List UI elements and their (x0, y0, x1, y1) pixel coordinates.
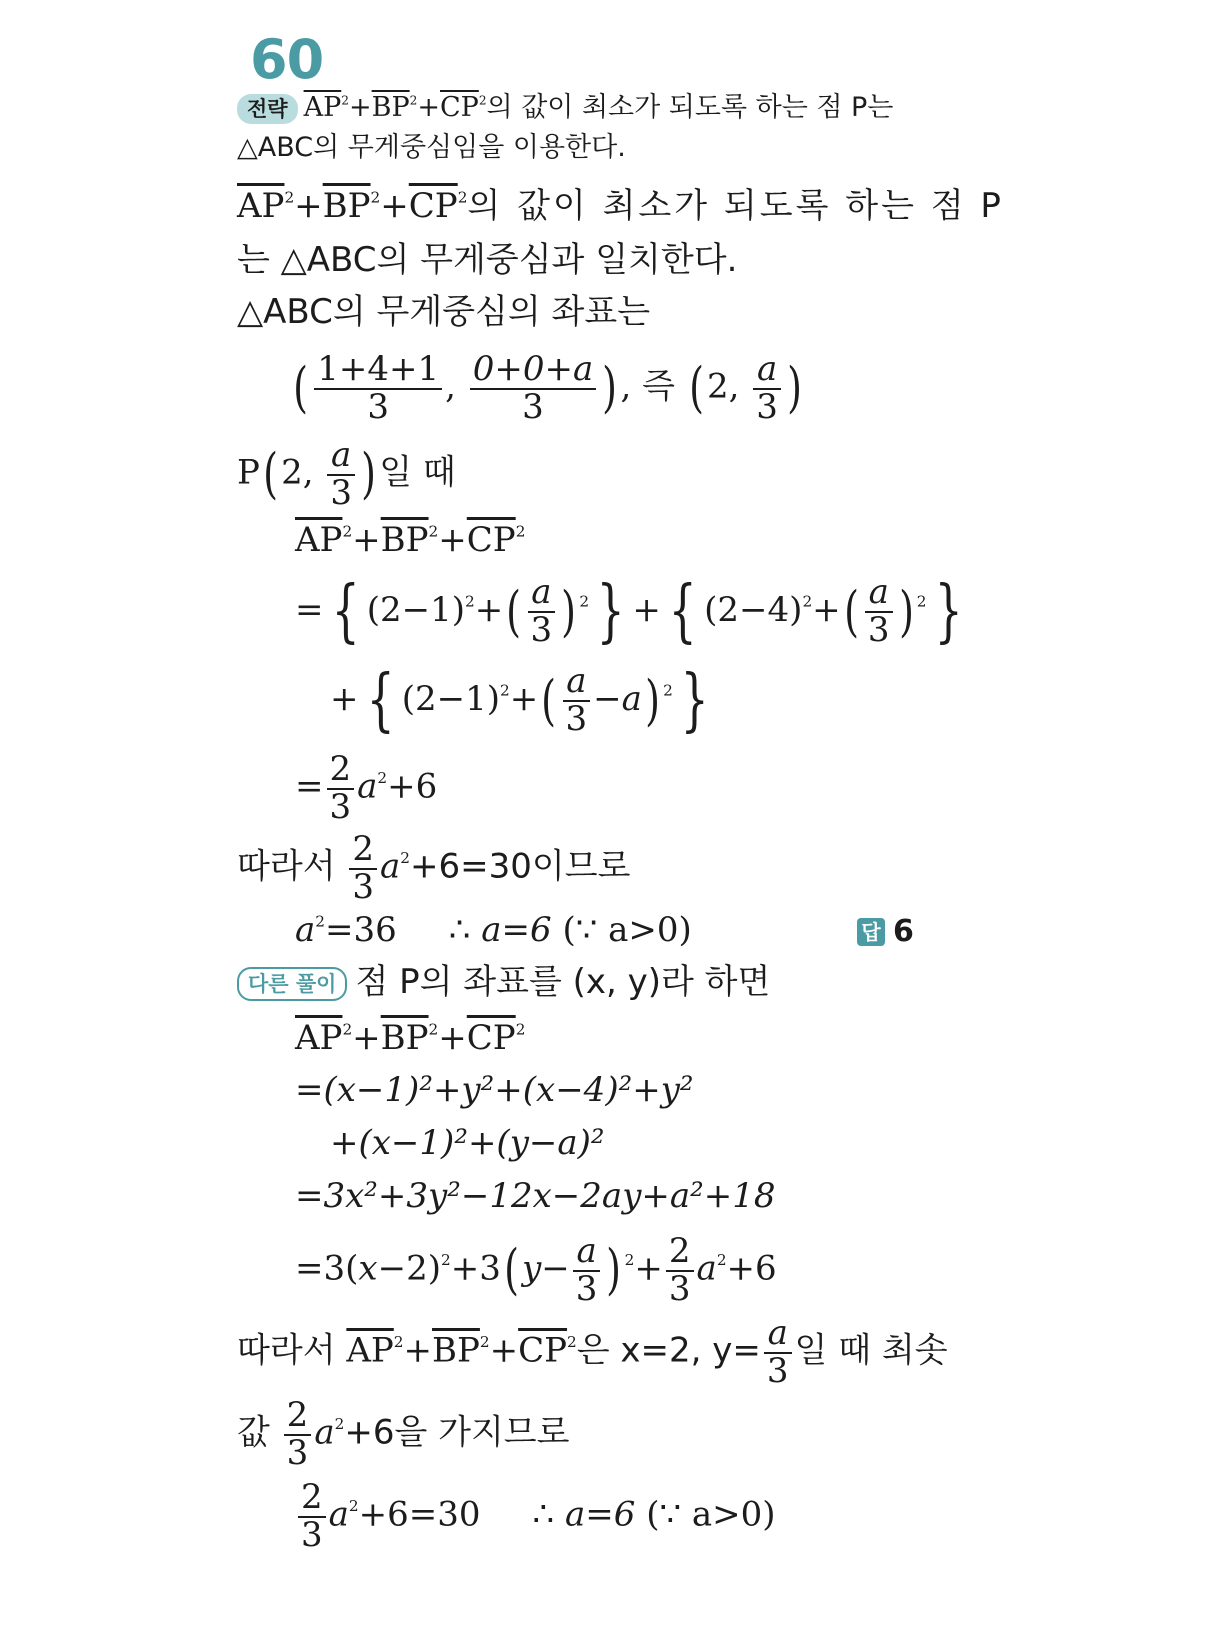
strategy-badge: 전략 (237, 94, 298, 124)
body-line-3: △ABC의 무게중심의 좌표는 (237, 292, 651, 332)
alt-expansion-1: =(x−1)²+y²+(x−4)²+y² (295, 1070, 694, 1110)
expansion-line-2: + { $(2-1)^2+$( $\frac{a}{3}$ −a) $^2$ } (330, 661, 709, 740)
solve-line: $a^2=36$ ∴ a=6 (∵ a>0) (295, 910, 692, 950)
expansion-line-1: = { $(2-1)^2+$( $\frac{a}{3}$ ) $^2$ } + { $(2-4)^2+$( $\frac{a}{3}$ ) $^2$ } (295, 572, 963, 651)
result-line: = $\frac{2}{3}$ $a^2+6$ (295, 749, 438, 827)
point-p-line: P(2, $\frac{a}{3}$ )일 때 (237, 435, 456, 513)
centroid-expression: ( $\frac{1+4+1}{3}$ , $\frac{0+0+a}{3}$ ), 즉 (2, $\frac{a}{3}$ ) (293, 349, 802, 427)
answer-value: 6 (893, 914, 914, 949)
alt-final-line: $\frac{2}{3}$ $a^2+6=30$ ∴ a=6 (∵ a>0) (295, 1480, 776, 1553)
strategy-line-2: △ABC의 무게중심임을 이용한다. (237, 132, 626, 163)
alt-expansion-2: +(x−1)²+(y−a)² (330, 1123, 605, 1163)
alt-complete-square: $=3(x-2)^2+3(y-$ $\frac{a}{3}$ ) $^2$+ $\frac{2}{3}$ $a^2+6$ (295, 1231, 777, 1309)
alt-min-value-line: 값 $\frac{2}{3}$ $a^2+6$을 가지므로 (237, 1395, 570, 1473)
sum-expression-2: $\overline{AP}^2+\overline{BP}^2+\overline{CP}^2$ (295, 1018, 526, 1058)
therefore-line: 따라서 $\frac{2}{3}$ $a^2+6=30$이므로 (237, 829, 631, 907)
answer-badge: 답 (857, 918, 885, 946)
sum-expression-1: $\overline{AP}^2+\overline{BP}^2+\overline{CP}^2$ (295, 520, 526, 560)
strategy-text-1: 의 값이 최소가 되도록 하는 점 P는 (486, 92, 894, 123)
alt-conclusion-line: 따라서 $\overline{AP}^2+\overline{BP}^2+\overline{CP}^2$은 x=2, y= $\frac{a}{3}$ 일 때 최솟 (237, 1313, 948, 1391)
alt-intro-line: 다른 풀이 점 P의 좌표를 (x, y)라 하면 (237, 962, 770, 1002)
body-line-2: 는 △ABC의 무게중심과 일치한다. (237, 240, 738, 280)
problem-number: 60 (250, 28, 324, 91)
body-line-1: $\overline{AP}^2+\overline{BP}^2+\overline{CP}^2$의 값이 최소가 되도록 하는 점 P (237, 186, 1004, 226)
alt-solution-badge: 다른 풀이 (237, 967, 347, 1001)
alt-expansion-3: =3x²+3y²−12x−2ay+a²+18 (295, 1176, 776, 1216)
strategy-line-1: 전략 $\overline{AP}^2+\overline{BP}^2+\overline{CP}^2$의 값이 최소가 되도록 하는 점 P는 (237, 88, 893, 128)
answer (857, 910, 914, 952)
